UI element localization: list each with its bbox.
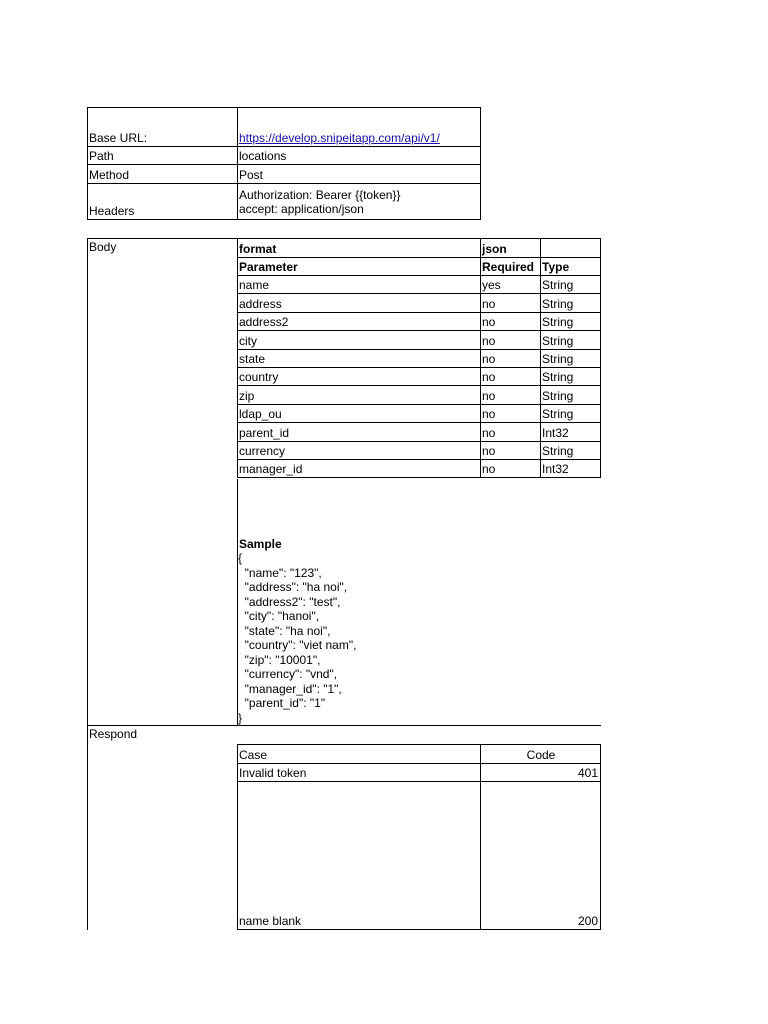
headers-line-accept: accept: application/json (239, 202, 364, 216)
param-required: no (480, 349, 541, 368)
param-required: no (480, 385, 541, 404)
format-label: format (237, 238, 481, 258)
path-value: locations (237, 146, 481, 165)
param-required: no (480, 312, 541, 331)
param-name: name (237, 275, 481, 294)
param-name: address2 (237, 312, 481, 331)
body-label-column (87, 238, 238, 930)
param-name: state (237, 349, 481, 368)
sample-line: "currency": "vnd", (238, 667, 338, 681)
param-type: String (540, 330, 601, 349)
param-type: String (540, 404, 601, 423)
param-type: String (540, 275, 601, 294)
base-url-value-cell (237, 107, 481, 147)
body-label: Body (89, 240, 117, 254)
sample-line: "zip": "10001", (238, 652, 321, 667)
param-required: no (480, 293, 541, 312)
sample-json (238, 551, 598, 726)
path-label: Path (87, 146, 238, 165)
param-type: String (540, 349, 601, 368)
sample-line: "city": "hanoi", (238, 609, 320, 623)
headers-label: Headers (87, 183, 238, 220)
method-label: Method (87, 164, 238, 184)
sample-line: } (238, 710, 243, 725)
param-type: String (540, 441, 601, 460)
respond-case-invalid-token: Invalid token (237, 763, 481, 782)
sample-label: Sample (239, 537, 282, 551)
param-name: currency (237, 441, 481, 460)
respond-code-header: Code (480, 744, 601, 764)
format-value: json (480, 238, 541, 258)
param-name: ldap_ou (237, 404, 481, 423)
respond-code-200: 200 (480, 781, 601, 930)
param-required: no (480, 459, 541, 478)
sample-line: "state": "ha noi", (238, 623, 331, 638)
param-name: zip (237, 385, 481, 404)
param-name: manager_id (237, 459, 481, 478)
method-value: Post (237, 164, 481, 184)
base-url-label: Base URL: (87, 107, 238, 147)
param-required: no (480, 404, 541, 423)
sample-line: "name": "123", (238, 565, 322, 580)
param-required: no (480, 441, 541, 460)
respond-code-401: 401 (480, 763, 601, 782)
sample-line: "manager_id": "1", (238, 681, 342, 696)
parameter-table (237, 238, 601, 480)
param-required: no (480, 422, 541, 441)
param-name: country (237, 367, 481, 386)
headers-value (237, 183, 481, 220)
format-empty-cell (540, 238, 601, 258)
param-type: String (540, 312, 601, 331)
sample-line: "parent_id": "1" (238, 696, 326, 710)
sample-line: "address2": "test", (238, 594, 341, 609)
request-info-table (87, 107, 481, 220)
param-name: city (237, 330, 481, 349)
param-type: String (540, 385, 601, 404)
respond-case-header: Case (237, 744, 481, 764)
param-required: no (480, 367, 541, 386)
param-name: address (237, 293, 481, 312)
sample-line: "country": "viet nam", (238, 638, 357, 652)
sample-line: "address": "ha noi", (238, 580, 348, 594)
param-type: Int32 (540, 459, 601, 478)
respond-label: Respond (89, 727, 138, 741)
sample-line: { (238, 551, 243, 565)
column-header-type: Type (540, 257, 601, 276)
column-header-parameter: Parameter (237, 257, 481, 276)
column-header-required: Required (480, 257, 541, 276)
respond-table (237, 744, 601, 930)
param-required: no (480, 330, 541, 349)
respond-case-name-blank: name blank (237, 781, 481, 930)
base-url-link[interactable]: https://develop.snipeitapp.com/api/v1/ (239, 131, 440, 145)
param-type: Int32 (540, 422, 601, 441)
param-type: String (540, 367, 601, 386)
param-name: parent_id (237, 422, 481, 441)
param-required: yes (480, 275, 541, 294)
param-type: String (540, 293, 601, 312)
headers-line-authorization: Authorization: Bearer {{token}} (239, 188, 401, 202)
